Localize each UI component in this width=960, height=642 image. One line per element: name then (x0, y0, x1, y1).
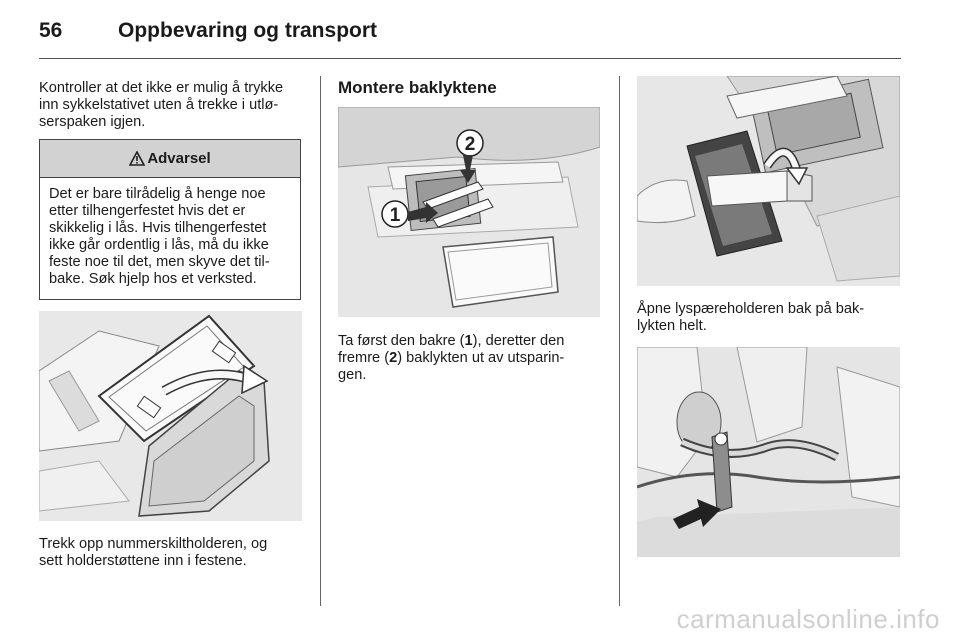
intro-line: serspaken igjen. (39, 114, 146, 130)
bold-ref-1: 1 (464, 333, 473, 349)
tail-light-removal-illustration (338, 107, 600, 317)
caption-line: gen. (338, 367, 367, 383)
caption-line: fremre (2) baklykten ut av utsparin- (338, 350, 565, 366)
header-divider (39, 58, 901, 59)
intro-line: inn sykkelstativet uten å trekke i utlø- (39, 97, 279, 113)
figure-number-plate-holder (39, 311, 302, 521)
figure-bulb-holder-wiring (637, 347, 900, 557)
caption-line: lykten helt. (637, 318, 707, 334)
warning-body (40, 178, 300, 288)
left-figure-caption (39, 536, 311, 570)
caption-line: Trekk opp nummerskiltholderen, og (39, 536, 268, 552)
section-heading: Montere baklyktene (338, 78, 497, 97)
callout-label-1: 1 (389, 205, 401, 226)
figure-open-bulb-holder (637, 76, 900, 286)
page-title: Oppbevaring og transport (118, 19, 378, 42)
caption-line: sett holderstøttene inn i festene. (39, 553, 247, 569)
callout-label-2: 2 (464, 134, 476, 155)
right-figure-caption (637, 301, 909, 335)
bulb-holder-wiring-illustration (637, 347, 900, 557)
warning-triangle-icon (129, 151, 145, 166)
warning-header (40, 140, 300, 178)
bold-ref-2: 2 (389, 350, 398, 366)
watermark-text: carmanualsonline.info (676, 604, 940, 634)
page-number: 56 (39, 19, 63, 42)
warning-line: skikkelig i lås. Hvis tilhengerfestet (49, 220, 267, 236)
warning-title: Advarsel (147, 150, 211, 167)
warning-line: feste noe til det, men skyve det til- (49, 254, 270, 270)
warning-line: etter tilhengerfestet hvis det er (49, 203, 246, 219)
intro-line: Kontroller at det ikke er mulig å trykke (39, 80, 284, 96)
warning-line: ikke går ordentlig i lås, må du ikke (49, 237, 269, 253)
figure-remove-tail-lights (338, 107, 600, 317)
caption-line: Ta først den bakre (1), deretter den (338, 333, 565, 349)
warning-line: Det er bare tilrådelig å henge noe (49, 186, 266, 202)
warning-box (39, 139, 301, 300)
column-divider-right (619, 76, 620, 606)
intro-paragraph (39, 80, 311, 131)
warning-line: bake. Søk hjelp hos et verksted. (49, 271, 257, 287)
number-plate-holder-illustration (39, 311, 302, 521)
bulb-holder-open-illustration (637, 76, 900, 286)
middle-figure-caption (338, 333, 610, 384)
column-divider-left (320, 76, 321, 606)
caption-line: Åpne lyspæreholderen bak på bak- (637, 301, 865, 317)
